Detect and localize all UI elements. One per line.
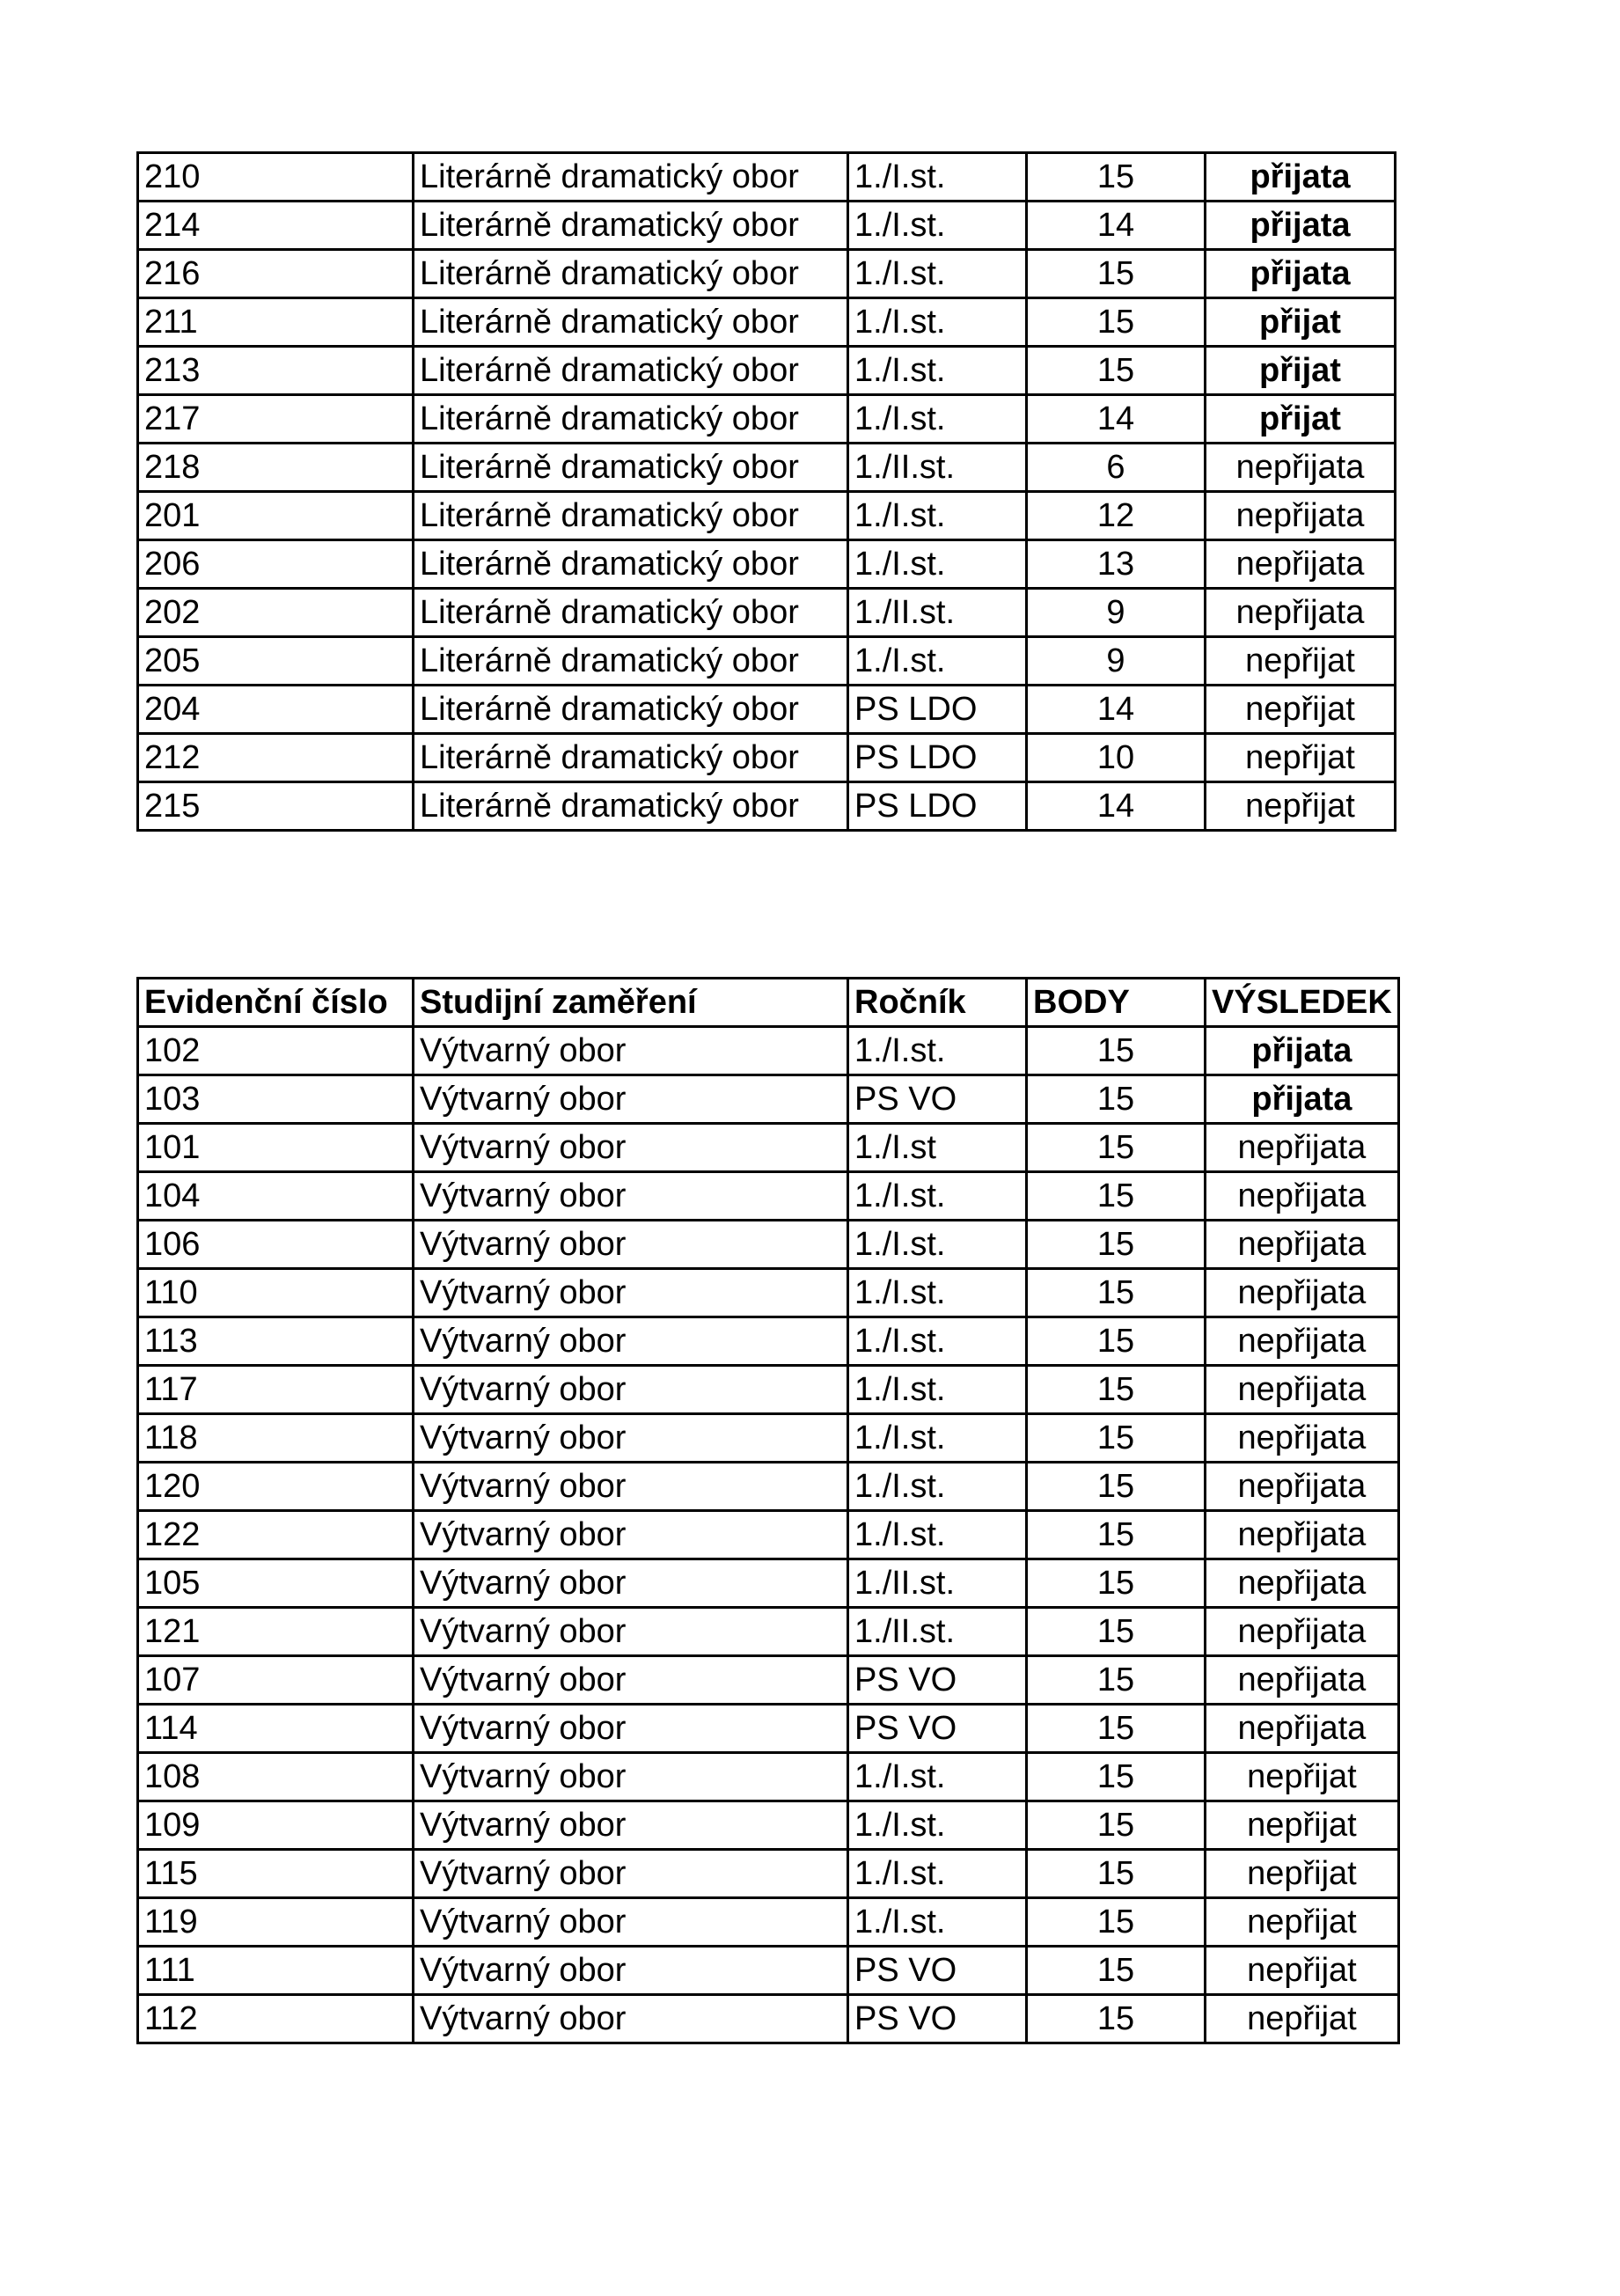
cell-vysledek: nepřijata <box>1206 1269 1399 1317</box>
cell-rocnik: PS VO <box>848 1075 1027 1124</box>
cell-body: 15 <box>1027 1705 1206 1753</box>
cell-studijni-zamereni: Výtvarný obor <box>414 1947 848 1995</box>
table-row <box>138 1850 1399 1898</box>
cell-evidencni-cislo: 110 <box>138 1269 414 1317</box>
cell-rocnik: 1./I.st. <box>848 1269 1027 1317</box>
cell-studijni-zamereni: Výtvarný obor <box>414 1656 848 1705</box>
cell-studijni-zamereni: Literárně dramatický obor <box>414 153 848 202</box>
cell-rocnik: PS LDO <box>848 686 1027 734</box>
cell-evidencni-cislo: 112 <box>138 1995 414 2043</box>
table-row <box>138 347 1396 395</box>
cell-rocnik: PS VO <box>848 1705 1027 1753</box>
table-row <box>138 1947 1399 1995</box>
cell-evidencni-cislo: 103 <box>138 1075 414 1124</box>
cell-vysledek: nepřijata <box>1206 444 1396 492</box>
cell-evidencni-cislo: 105 <box>138 1559 414 1608</box>
cell-rocnik: 1./I.st. <box>848 540 1027 589</box>
table-row <box>138 540 1396 589</box>
table-row <box>138 1027 1399 1075</box>
cell-studijni-zamereni: Výtvarný obor <box>414 1898 848 1947</box>
cell-studijni-zamereni: Výtvarný obor <box>414 1801 848 1850</box>
cell-studijni-zamereni: Výtvarný obor <box>414 1366 848 1414</box>
cell-vysledek: nepřijata <box>1206 589 1396 637</box>
cell-evidencni-cislo: 107 <box>138 1656 414 1705</box>
cell-rocnik: 1./II.st. <box>848 1559 1027 1608</box>
cell-vysledek: nepřijat <box>1206 1753 1399 1801</box>
cell-studijni-zamereni: Literárně dramatický obor <box>414 637 848 686</box>
cell-rocnik: 1./II.st. <box>848 589 1027 637</box>
cell-vysledek: nepřijat <box>1206 734 1396 782</box>
cell-rocnik: 1./I.st. <box>848 1317 1027 1366</box>
cell-studijni-zamereni: Literárně dramatický obor <box>414 444 848 492</box>
cell-evidencni-cislo: 201 <box>138 492 414 540</box>
cell-evidencni-cislo: 202 <box>138 589 414 637</box>
header-studijni-zamereni: Studijní zaměření <box>414 979 848 1027</box>
cell-body: 9 <box>1027 589 1206 637</box>
cell-rocnik: 1./I.st. <box>848 492 1027 540</box>
cell-body: 15 <box>1027 347 1206 395</box>
cell-body: 15 <box>1027 250 1206 298</box>
table-row <box>138 250 1396 298</box>
ldo-table-body <box>138 153 1396 831</box>
cell-rocnik: 1./I.st. <box>848 202 1027 250</box>
cell-rocnik: 1./I.st. <box>848 1850 1027 1898</box>
cell-vysledek: nepřijata <box>1206 1559 1399 1608</box>
vo-results-table <box>136 977 1400 2044</box>
cell-rocnik: PS VO <box>848 1995 1027 2043</box>
cell-body: 9 <box>1027 637 1206 686</box>
cell-body: 15 <box>1027 1656 1206 1705</box>
table-row <box>138 1753 1399 1801</box>
table-row <box>138 1075 1399 1124</box>
cell-vysledek: nepřijata <box>1206 540 1396 589</box>
table-row <box>138 686 1396 734</box>
cell-evidencni-cislo: 211 <box>138 298 414 347</box>
cell-studijni-zamereni: Výtvarný obor <box>414 1511 848 1559</box>
cell-body: 15 <box>1027 1027 1206 1075</box>
cell-rocnik: 1./I.st. <box>848 250 1027 298</box>
cell-studijni-zamereni: Výtvarný obor <box>414 1705 848 1753</box>
cell-vysledek: nepřijat <box>1206 1947 1399 1995</box>
cell-vysledek: nepřijata <box>1206 1221 1399 1269</box>
cell-rocnik: 1./I.st. <box>848 1511 1027 1559</box>
cell-vysledek: přijat <box>1206 395 1396 444</box>
cell-body: 15 <box>1027 1947 1206 1995</box>
cell-studijni-zamereni: Literárně dramatický obor <box>414 347 848 395</box>
cell-rocnik: 1./II.st. <box>848 444 1027 492</box>
table-row <box>138 1511 1399 1559</box>
table-row <box>138 1269 1399 1317</box>
cell-evidencni-cislo: 217 <box>138 395 414 444</box>
cell-body: 14 <box>1027 686 1206 734</box>
cell-vysledek: nepřijat <box>1206 686 1396 734</box>
cell-evidencni-cislo: 210 <box>138 153 414 202</box>
cell-studijni-zamereni: Výtvarný obor <box>414 1608 848 1656</box>
cell-body: 6 <box>1027 444 1206 492</box>
table-row <box>138 202 1396 250</box>
cell-body: 15 <box>1027 1801 1206 1850</box>
cell-studijni-zamereni: Literárně dramatický obor <box>414 734 848 782</box>
table-row <box>138 1801 1399 1850</box>
cell-studijni-zamereni: Literárně dramatický obor <box>414 686 848 734</box>
cell-evidencni-cislo: 111 <box>138 1947 414 1995</box>
cell-rocnik: 1./II.st. <box>848 1608 1027 1656</box>
table-row <box>138 1705 1399 1753</box>
cell-body: 15 <box>1027 1075 1206 1124</box>
cell-evidencni-cislo: 114 <box>138 1705 414 1753</box>
header-body: BODY <box>1027 979 1206 1027</box>
cell-evidencni-cislo: 118 <box>138 1414 414 1463</box>
cell-evidencni-cislo: 216 <box>138 250 414 298</box>
cell-evidencni-cislo: 121 <box>138 1608 414 1656</box>
cell-rocnik: 1./I.st. <box>848 1221 1027 1269</box>
cell-studijni-zamereni: Výtvarný obor <box>414 1027 848 1075</box>
cell-rocnik: PS LDO <box>848 782 1027 831</box>
cell-studijni-zamereni: Literárně dramatický obor <box>414 540 848 589</box>
table-row <box>138 1366 1399 1414</box>
table-row <box>138 734 1396 782</box>
cell-evidencni-cislo: 204 <box>138 686 414 734</box>
cell-rocnik: 1./I.st. <box>848 1463 1027 1511</box>
cell-studijni-zamereni: Výtvarný obor <box>414 1850 848 1898</box>
cell-rocnik: 1./I.st. <box>848 1414 1027 1463</box>
table-row <box>138 298 1396 347</box>
vo-table-body <box>138 1027 1399 2043</box>
header-evidencni-cislo: Evidenční číslo <box>138 979 414 1027</box>
cell-vysledek: nepřijata <box>1206 1705 1399 1753</box>
cell-body: 15 <box>1027 1317 1206 1366</box>
table-row <box>138 1221 1399 1269</box>
cell-studijni-zamereni: Výtvarný obor <box>414 1075 848 1124</box>
cell-evidencni-cislo: 106 <box>138 1221 414 1269</box>
cell-vysledek: přijata <box>1206 1027 1399 1075</box>
cell-evidencni-cislo: 109 <box>138 1801 414 1850</box>
cell-vysledek: nepřijat <box>1206 1898 1399 1947</box>
table-row <box>138 782 1396 831</box>
cell-evidencni-cislo: 104 <box>138 1172 414 1221</box>
cell-vysledek: nepřijata <box>1206 1317 1399 1366</box>
cell-vysledek: přijat <box>1206 298 1396 347</box>
header-rocnik: Ročník <box>848 979 1027 1027</box>
cell-studijni-zamereni: Literárně dramatický obor <box>414 782 848 831</box>
cell-evidencni-cislo: 120 <box>138 1463 414 1511</box>
cell-vysledek: nepřijata <box>1206 1366 1399 1414</box>
cell-vysledek: nepřijat <box>1206 782 1396 831</box>
table-row <box>138 1559 1399 1608</box>
cell-rocnik: 1./I.st. <box>848 347 1027 395</box>
cell-studijni-zamereni: Výtvarný obor <box>414 1124 848 1172</box>
cell-vysledek: přijat <box>1206 347 1396 395</box>
cell-vysledek: přijata <box>1206 1075 1399 1124</box>
table-row <box>138 1414 1399 1463</box>
cell-body: 15 <box>1027 1753 1206 1801</box>
cell-body: 15 <box>1027 1269 1206 1317</box>
cell-studijni-zamereni: Výtvarný obor <box>414 1172 848 1221</box>
cell-vysledek: nepřijata <box>1206 1172 1399 1221</box>
header-vysledek: VÝSLEDEK <box>1206 979 1399 1027</box>
cell-rocnik: 1./I.st. <box>848 637 1027 686</box>
cell-body: 15 <box>1027 153 1206 202</box>
cell-body: 15 <box>1027 1172 1206 1221</box>
cell-rocnik: 1./I.st. <box>848 1898 1027 1947</box>
cell-body: 15 <box>1027 1850 1206 1898</box>
cell-evidencni-cislo: 119 <box>138 1898 414 1947</box>
cell-studijni-zamereni: Výtvarný obor <box>414 1753 848 1801</box>
table-header-row <box>138 979 1399 1027</box>
cell-body: 15 <box>1027 1898 1206 1947</box>
cell-vysledek: nepřijat <box>1206 1850 1399 1898</box>
table-row <box>138 444 1396 492</box>
table-row <box>138 1317 1399 1366</box>
cell-studijni-zamereni: Literárně dramatický obor <box>414 202 848 250</box>
cell-evidencni-cislo: 218 <box>138 444 414 492</box>
table-row <box>138 1995 1399 2043</box>
cell-studijni-zamereni: Výtvarný obor <box>414 1559 848 1608</box>
cell-rocnik: 1./I.st. <box>848 1753 1027 1801</box>
cell-body: 15 <box>1027 298 1206 347</box>
cell-body: 15 <box>1027 1995 1206 2043</box>
cell-vysledek: nepřijata <box>1206 1656 1399 1705</box>
cell-rocnik: PS LDO <box>848 734 1027 782</box>
cell-vysledek: nepřijata <box>1206 1414 1399 1463</box>
cell-body: 14 <box>1027 782 1206 831</box>
cell-studijni-zamereni: Výtvarný obor <box>414 1221 848 1269</box>
cell-evidencni-cislo: 214 <box>138 202 414 250</box>
table-row <box>138 1172 1399 1221</box>
cell-rocnik: PS VO <box>848 1656 1027 1705</box>
cell-studijni-zamereni: Literárně dramatický obor <box>414 395 848 444</box>
cell-evidencni-cislo: 212 <box>138 734 414 782</box>
table-row <box>138 395 1396 444</box>
cell-evidencni-cislo: 115 <box>138 1850 414 1898</box>
cell-evidencni-cislo: 122 <box>138 1511 414 1559</box>
cell-rocnik: 1./I.st. <box>848 1801 1027 1850</box>
cell-vysledek: nepřijata <box>1206 1511 1399 1559</box>
cell-studijni-zamereni: Literárně dramatický obor <box>414 298 848 347</box>
cell-vysledek: nepřijata <box>1206 1124 1399 1172</box>
cell-studijni-zamereni: Výtvarný obor <box>414 1414 848 1463</box>
cell-studijni-zamereni: Výtvarný obor <box>414 1269 848 1317</box>
cell-body: 15 <box>1027 1463 1206 1511</box>
cell-body: 13 <box>1027 540 1206 589</box>
cell-studijni-zamereni: Výtvarný obor <box>414 1995 848 2043</box>
cell-rocnik: 1./I.st. <box>848 1027 1027 1075</box>
cell-body: 12 <box>1027 492 1206 540</box>
table-row <box>138 1898 1399 1947</box>
cell-vysledek: nepřijat <box>1206 637 1396 686</box>
cell-body: 15 <box>1027 1124 1206 1172</box>
cell-rocnik: 1./I.st. <box>848 395 1027 444</box>
table-row <box>138 1608 1399 1656</box>
cell-body: 15 <box>1027 1366 1206 1414</box>
cell-evidencni-cislo: 213 <box>138 347 414 395</box>
cell-vysledek: nepřijata <box>1206 1463 1399 1511</box>
cell-vysledek: přijata <box>1206 153 1396 202</box>
cell-vysledek: nepřijat <box>1206 1995 1399 2043</box>
ldo-results-table <box>136 151 1396 832</box>
cell-body: 15 <box>1027 1608 1206 1656</box>
cell-rocnik: 1./I.st <box>848 1124 1027 1172</box>
cell-evidencni-cislo: 108 <box>138 1753 414 1801</box>
table-row <box>138 1656 1399 1705</box>
cell-evidencni-cislo: 206 <box>138 540 414 589</box>
cell-evidencni-cislo: 113 <box>138 1317 414 1366</box>
cell-body: 15 <box>1027 1414 1206 1463</box>
cell-rocnik: 1./I.st. <box>848 153 1027 202</box>
cell-rocnik: PS VO <box>848 1947 1027 1995</box>
cell-studijni-zamereni: Výtvarný obor <box>414 1463 848 1511</box>
cell-vysledek: nepřijata <box>1206 492 1396 540</box>
cell-evidencni-cislo: 215 <box>138 782 414 831</box>
cell-rocnik: 1./I.st. <box>848 298 1027 347</box>
cell-studijni-zamereni: Literárně dramatický obor <box>414 250 848 298</box>
cell-vysledek: nepřijat <box>1206 1801 1399 1850</box>
cell-evidencni-cislo: 101 <box>138 1124 414 1172</box>
cell-body: 14 <box>1027 395 1206 444</box>
table-row <box>138 589 1396 637</box>
cell-vysledek: nepřijata <box>1206 1608 1399 1656</box>
table-row <box>138 492 1396 540</box>
cell-rocnik: 1./I.st. <box>848 1172 1027 1221</box>
cell-evidencni-cislo: 205 <box>138 637 414 686</box>
cell-body: 15 <box>1027 1559 1206 1608</box>
cell-evidencni-cislo: 117 <box>138 1366 414 1414</box>
cell-studijni-zamereni: Literárně dramatický obor <box>414 589 848 637</box>
cell-evidencni-cislo: 102 <box>138 1027 414 1075</box>
cell-rocnik: 1./I.st. <box>848 1366 1027 1414</box>
table-row <box>138 1463 1399 1511</box>
cell-body: 10 <box>1027 734 1206 782</box>
table-row <box>138 637 1396 686</box>
cell-body: 15 <box>1027 1511 1206 1559</box>
cell-vysledek: přijata <box>1206 250 1396 298</box>
cell-body: 14 <box>1027 202 1206 250</box>
cell-studijni-zamereni: Literárně dramatický obor <box>414 492 848 540</box>
cell-body: 15 <box>1027 1221 1206 1269</box>
cell-studijni-zamereni: Výtvarný obor <box>414 1317 848 1366</box>
cell-vysledek: přijata <box>1206 202 1396 250</box>
table-row <box>138 1124 1399 1172</box>
table-row <box>138 153 1396 202</box>
